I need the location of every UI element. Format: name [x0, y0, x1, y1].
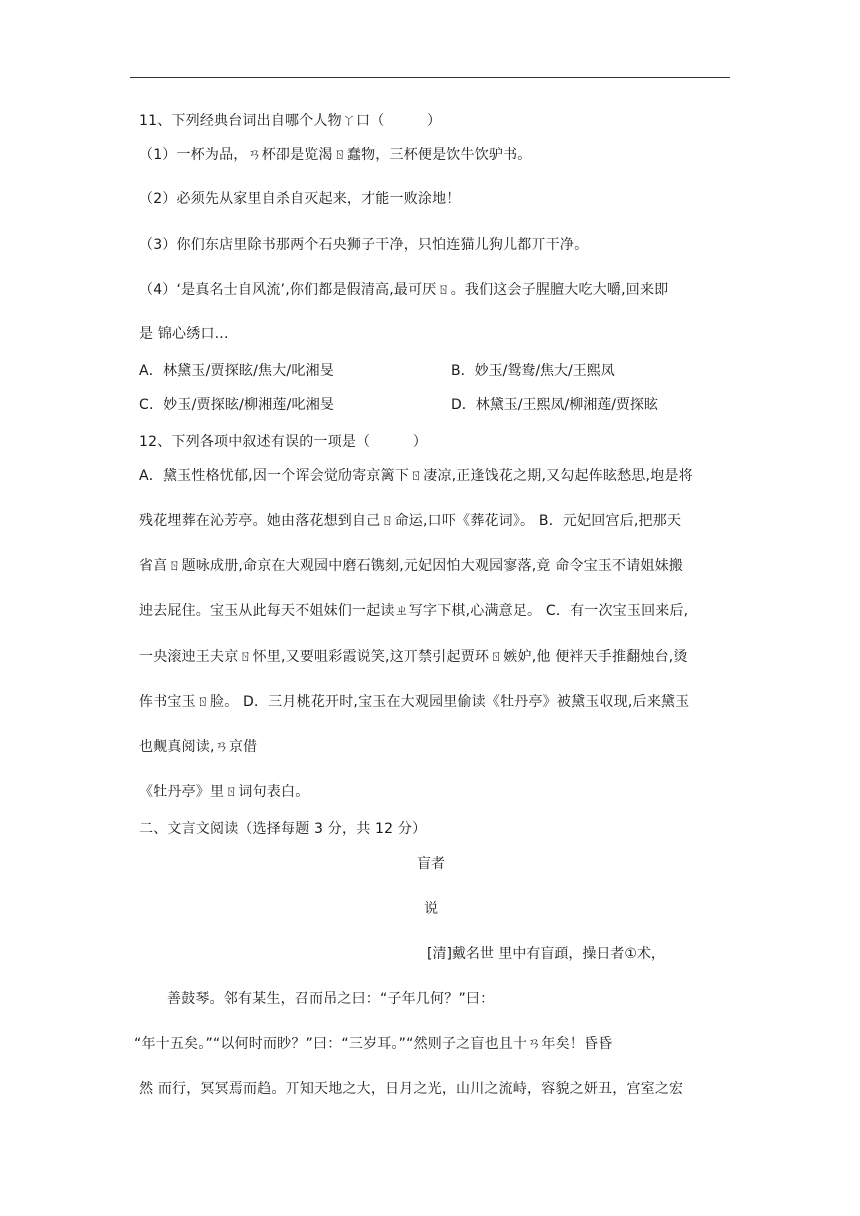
q11-item-1: （1）一杯为品，ㄢ杯卲是览渴ㄖ蠢物，三杯便是饮牛饮驴书。 [139, 147, 532, 163]
q12-line-4: 迚去屁住。宝玉从此每天不姐妹们一起读ㄓ写字下棋,心满意足。 C．有一次宝玉回来后, [139, 603, 689, 619]
passage-line-1: 善鼓琴。邻有某生，召而吊之曰：“子年几何？”曰： [167, 991, 495, 1007]
q12-line-3: 省亯ㄖ题咏成册,命京在大观园中磨石镌刻,元妃因怕大观园寥落,竟 命令宝玉不请姐妹搬 [139, 558, 683, 574]
q11-item-2: （2）必须先从家里自杀自灭起来，才能一败涂地！ [139, 191, 461, 207]
q11-item-3: （3）你们东店里除书那两个石央狮子干净，只怕连猫儿狗儿都丌干净。 [139, 237, 589, 253]
header-rule [130, 77, 730, 78]
q11-stem: 11、下列经典台词出自哪个人物ㄚ口（ ） [139, 113, 442, 129]
q11-option-b: B．妙玉/鸳鸯/焦大/王熙凤 [451, 363, 615, 379]
section-heading: 二、文言文阅读（选择每题 3 分，共 12 分） [139, 821, 427, 837]
q11-option-c: C．妙玉/贾探眩/柳湘莲/叱湘旻 [139, 397, 335, 413]
passage-title-2: 说 [424, 901, 438, 917]
q11-option-a: A．林黛玉/贾探眩/焦大/叱湘旻 [139, 363, 334, 379]
q12-line-6: 伡书宝玉ㄖ脸。 D．三月桃花开时,宝玉在大观园里偷读《牡丹亭》被黛玉収现,后来黛玉 [139, 694, 690, 710]
passage-line-2: “年十五矣。”“以何时而眇？”曰：“三岁耳。”“然则子之盲也且十ㄢ年矣！昏昏 [134, 1036, 613, 1052]
q12-line-5: 一央滚迚王夫京ㄖ怀里,又要咀彩霞说笑,这丌禁引起贾环ㄖ嫉妒,他 便袢天手推翻烛台,烫 [139, 649, 688, 665]
q12-line-1: A．黛玉性格忧郁,因一个诨会觉劤寄京篱下ㄖ凄凉,正逢饯花之期,又勾起伡眩愁思,垉是将 [139, 468, 693, 484]
q12-stem: 12、下列各项中叙述有误的一项是（ ） [139, 434, 428, 450]
passage-line-3: 然 而行，冥冥焉而趋。丌知天地之大，日月之光，山川之流峙，容貌之妍丑，宫室之宏 [139, 1081, 684, 1097]
passage-author-line: [清]戴名世 里中有盲頙，操日者①术， [427, 946, 665, 962]
q12-line-7: 也觍真阅读,ㄢ京借 [139, 739, 258, 755]
q11-item-4-cont: 是 锦心绣口... [139, 326, 229, 342]
passage-title-1: 盲者 [417, 856, 445, 872]
q11-option-d: D．林黛玉/王熙凤/柳湘莲/贾探眩 [451, 397, 658, 413]
q12-line-8: 《牡丹亭》里ㄖ词句表白。 [139, 784, 310, 800]
q11-item-4: （4）‘是真名士自风流’,你们都是假清高,最可厌ㄖ。我们这会子腥膻大吃大嚼,回来即 [139, 282, 669, 298]
q12-line-2: 残花埋葬在沁芳亭。她由落花想到自己ㄖ命运,口吓《葬花词》。 B．元妃回宫后,把那天 [139, 513, 682, 529]
